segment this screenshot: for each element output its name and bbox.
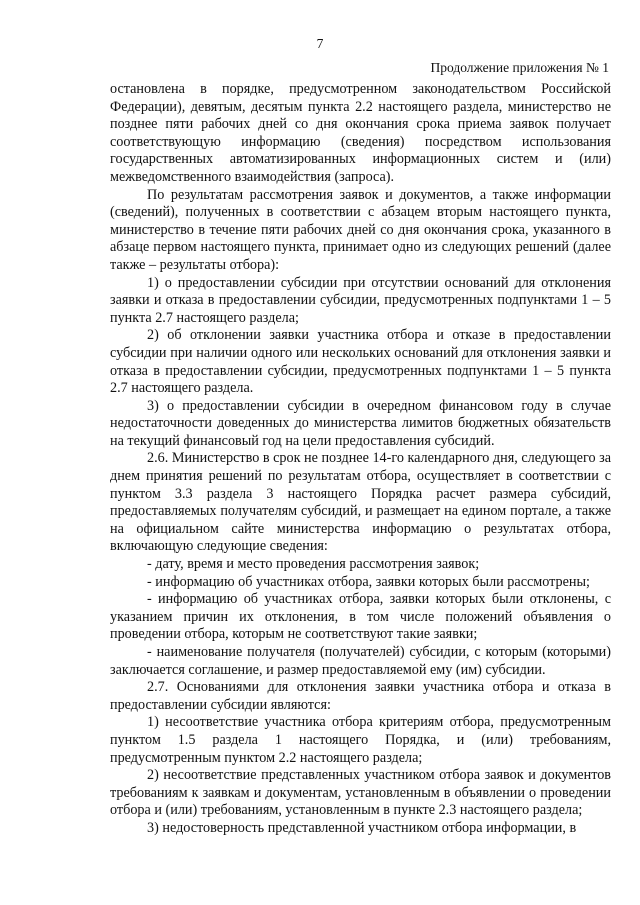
paragraph: 2) несоответствие представленных участником отбора заявок и документов требованиям к заявкам и документам, установленным в объявлении о проведении отбора и (или) требованиям, установленным в пункте 2.3 настоящего раздела; [110, 767, 611, 819]
paragraph: По результатам рассмотрения заявок и документов, а также информации (сведений), полученных в соответствии с абзацем вторым настоящего пункта, министерство в течение пяти рабочих дней со дня окончания срока, указанного в абзаце первом настоящего пункта, принимает одно из следующих решений (далее также – результаты отбора): [110, 186, 611, 273]
paragraph: 3) о предоставлении субсидии в очередном финансовом году в случае недостаточности доведенных до министерства лимитов бюджетных обязательств на текущий финансовый год на цели предоставления субсидий. [110, 397, 611, 449]
paragraph: 2.7. Основаниями для отклонения заявки участника отбора и отказа в предоставлении субсидии являются: [110, 679, 611, 713]
paragraph: 1) несоответствие участника отбора критериям отбора, предусмотренным пунктом 1.5 раздела 1 настоящего Порядка, и (или) требованиям, предусмотренным пунктом 2.2 настоящего раздела; [110, 714, 611, 766]
paragraph: 2.6. Министерство в срок не позднее 14-го календарного дня, следующего за днем принятия решений по результатам отбора, осуществляет в соответствии с пунктом 3.3 раздела 3 настоящего Порядка расчет размера субсидий, предоставляемых получателям субсидий, и размещает на едином портале, а также на официальном сайте министерства информацию о результатах отбора, включающую следующие сведения: [110, 450, 611, 555]
paragraph: 3) недостоверность представленной участником отбора информации, в [147, 819, 577, 836]
appendix-continuation-note: Продолжение приложения № 1 [430, 60, 609, 75]
paragraph: остановлена в порядке, предусмотренном законодательством Российской Федерации), девятым, десятым пункта 2.2 настоящего раздела, министерство не позднее пяти рабочих дней со дня окончания срока приема заявок получает соответствующую информацию (сведения) посредством использования государственных автоматизированных информационных систем и (или) межведомственного взаимодействия (запроса). [110, 81, 611, 185]
page-number: 7 [316, 36, 324, 51]
list-item: - информацию об участниках отбора, заявки которых были отклонены, с указанием причин их отклонения, в том числе положений объявления о проведении отбора, которым не соответствуют такие заявки; [110, 591, 611, 643]
list-item: - информацию об участниках отбора, заявки которых были рассмотрены; [147, 573, 590, 590]
paragraph: 2) об отклонении заявки участника отбора и отказе в предоставлении субсидии при наличии одного или нескольких оснований для отклонения заявки и отказа в предоставлении субсидии, предусмотренных подпунктами 1 – 5 пункта 2.7 настоящего раздела. [110, 327, 611, 397]
list-item: - дату, время и место проведения рассмотрения заявок; [147, 556, 480, 573]
list-item: - наименование получателя (получателей) субсидии, с которым (которыми) заключается соглашение, и размер предоставляемой ему (им) субсидии. [110, 644, 611, 678]
document-body [110, 81, 611, 838]
paragraph: 1) о предоставлении субсидии при отсутствии оснований для отклонения заявки и отказа в предоставлении субсидии, предусмотренных подпунктами 1 – 5 пункта 2.7 настоящего раздела; [110, 274, 611, 326]
